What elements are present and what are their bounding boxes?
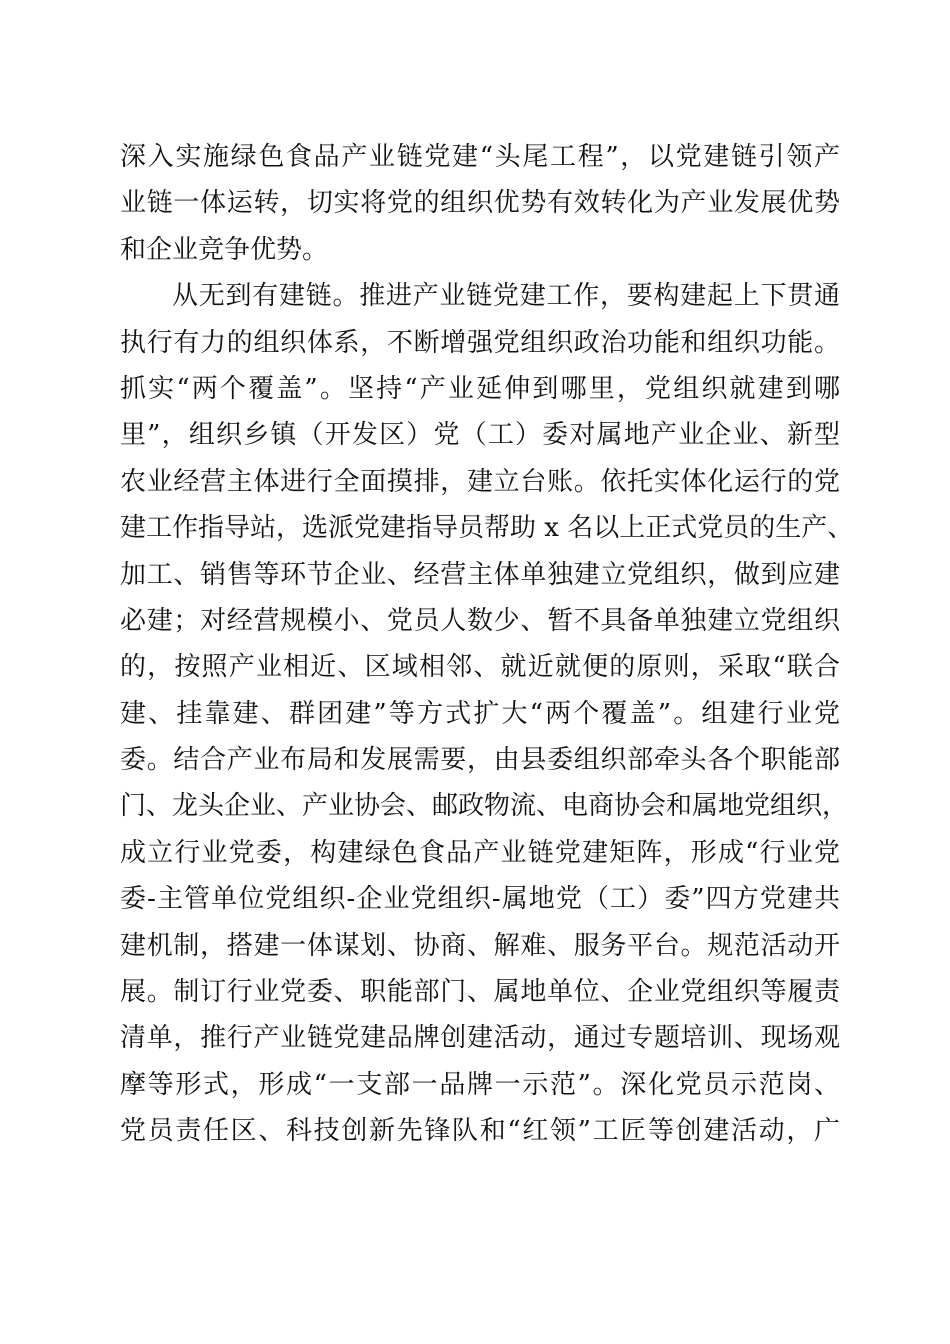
text-line: 农业经营主体进行全面摸排，建立台账。依托实体化运行的党: [120, 466, 840, 497]
text-line: 建工作指导站，选派党建指导员帮助 x 名以上正式党员的生产、: [120, 513, 854, 544]
text-line: 清单，推行产业链党建品牌创建活动，通过专题培训、现场观: [120, 1023, 840, 1054]
text-line: 里”，组织乡镇（开发区）党（工）委对属地产业企业、新型: [120, 420, 840, 451]
text-line: 业链一体运转，切实将党的组织优势有效转化为产业发展优势: [120, 188, 840, 219]
text-line: 摩等形式，形成“一支部一品牌一示范”。深化党员示范岗、: [120, 1069, 840, 1100]
text-line: 必建；对经营规模小、党员人数少、暂不具备单独建立党组织: [120, 605, 840, 636]
text-line: 成立行业党委，构建绿色食品产业链党建矩阵，形成“行业党: [120, 837, 840, 868]
text-line: 门、龙头企业、产业协会、邮政物流、电商协会和属地党组织，: [120, 791, 849, 822]
text-line: 和企业竞争优势。: [120, 234, 329, 265]
text-line: 加工、销售等环节企业、经营主体单独建立党组织，做到应建: [120, 559, 840, 590]
text-line: 党员责任区、科技创新先锋队和“红领”工匠等创建活动，广: [120, 1116, 840, 1147]
text-line: 抓实“两个覆盖”。坚持“产业延伸到哪里，党组织就建到哪: [120, 373, 840, 404]
text-line: 展。制订行业党委、职能部门、属地单位、企业党组织等履责: [120, 977, 840, 1008]
text-line: 执行有力的组织体系，不断增强党组织政治功能和组织功能。: [120, 327, 840, 358]
text-line: 建、挂靠建、群团建”等方式扩大“两个覆盖”。组建行业党: [120, 698, 840, 729]
body-text: [120, 134, 854, 1155]
text-line: 委。结合产业布局和发展需要，由县委组织部牵头各个职能部: [120, 745, 840, 776]
text-line: 的，按照产业相近、区域相邻、就近就便的原则，采取“联合: [120, 652, 840, 683]
text-line: 委-主管单位党组织-企业党组织-属地党（工）委”四方党建共: [120, 884, 840, 915]
text-line: 深入实施绿色食品产业链党建“头尾工程”，以党建链引领产: [120, 142, 840, 172]
text-line: 建机制，搭建一体谋划、协商、解难、服务平台。规范活动开: [120, 930, 840, 961]
paragraph-start-line: 从无到有建链。推进产业链党建工作，要构建起上下贯通: [172, 281, 840, 312]
